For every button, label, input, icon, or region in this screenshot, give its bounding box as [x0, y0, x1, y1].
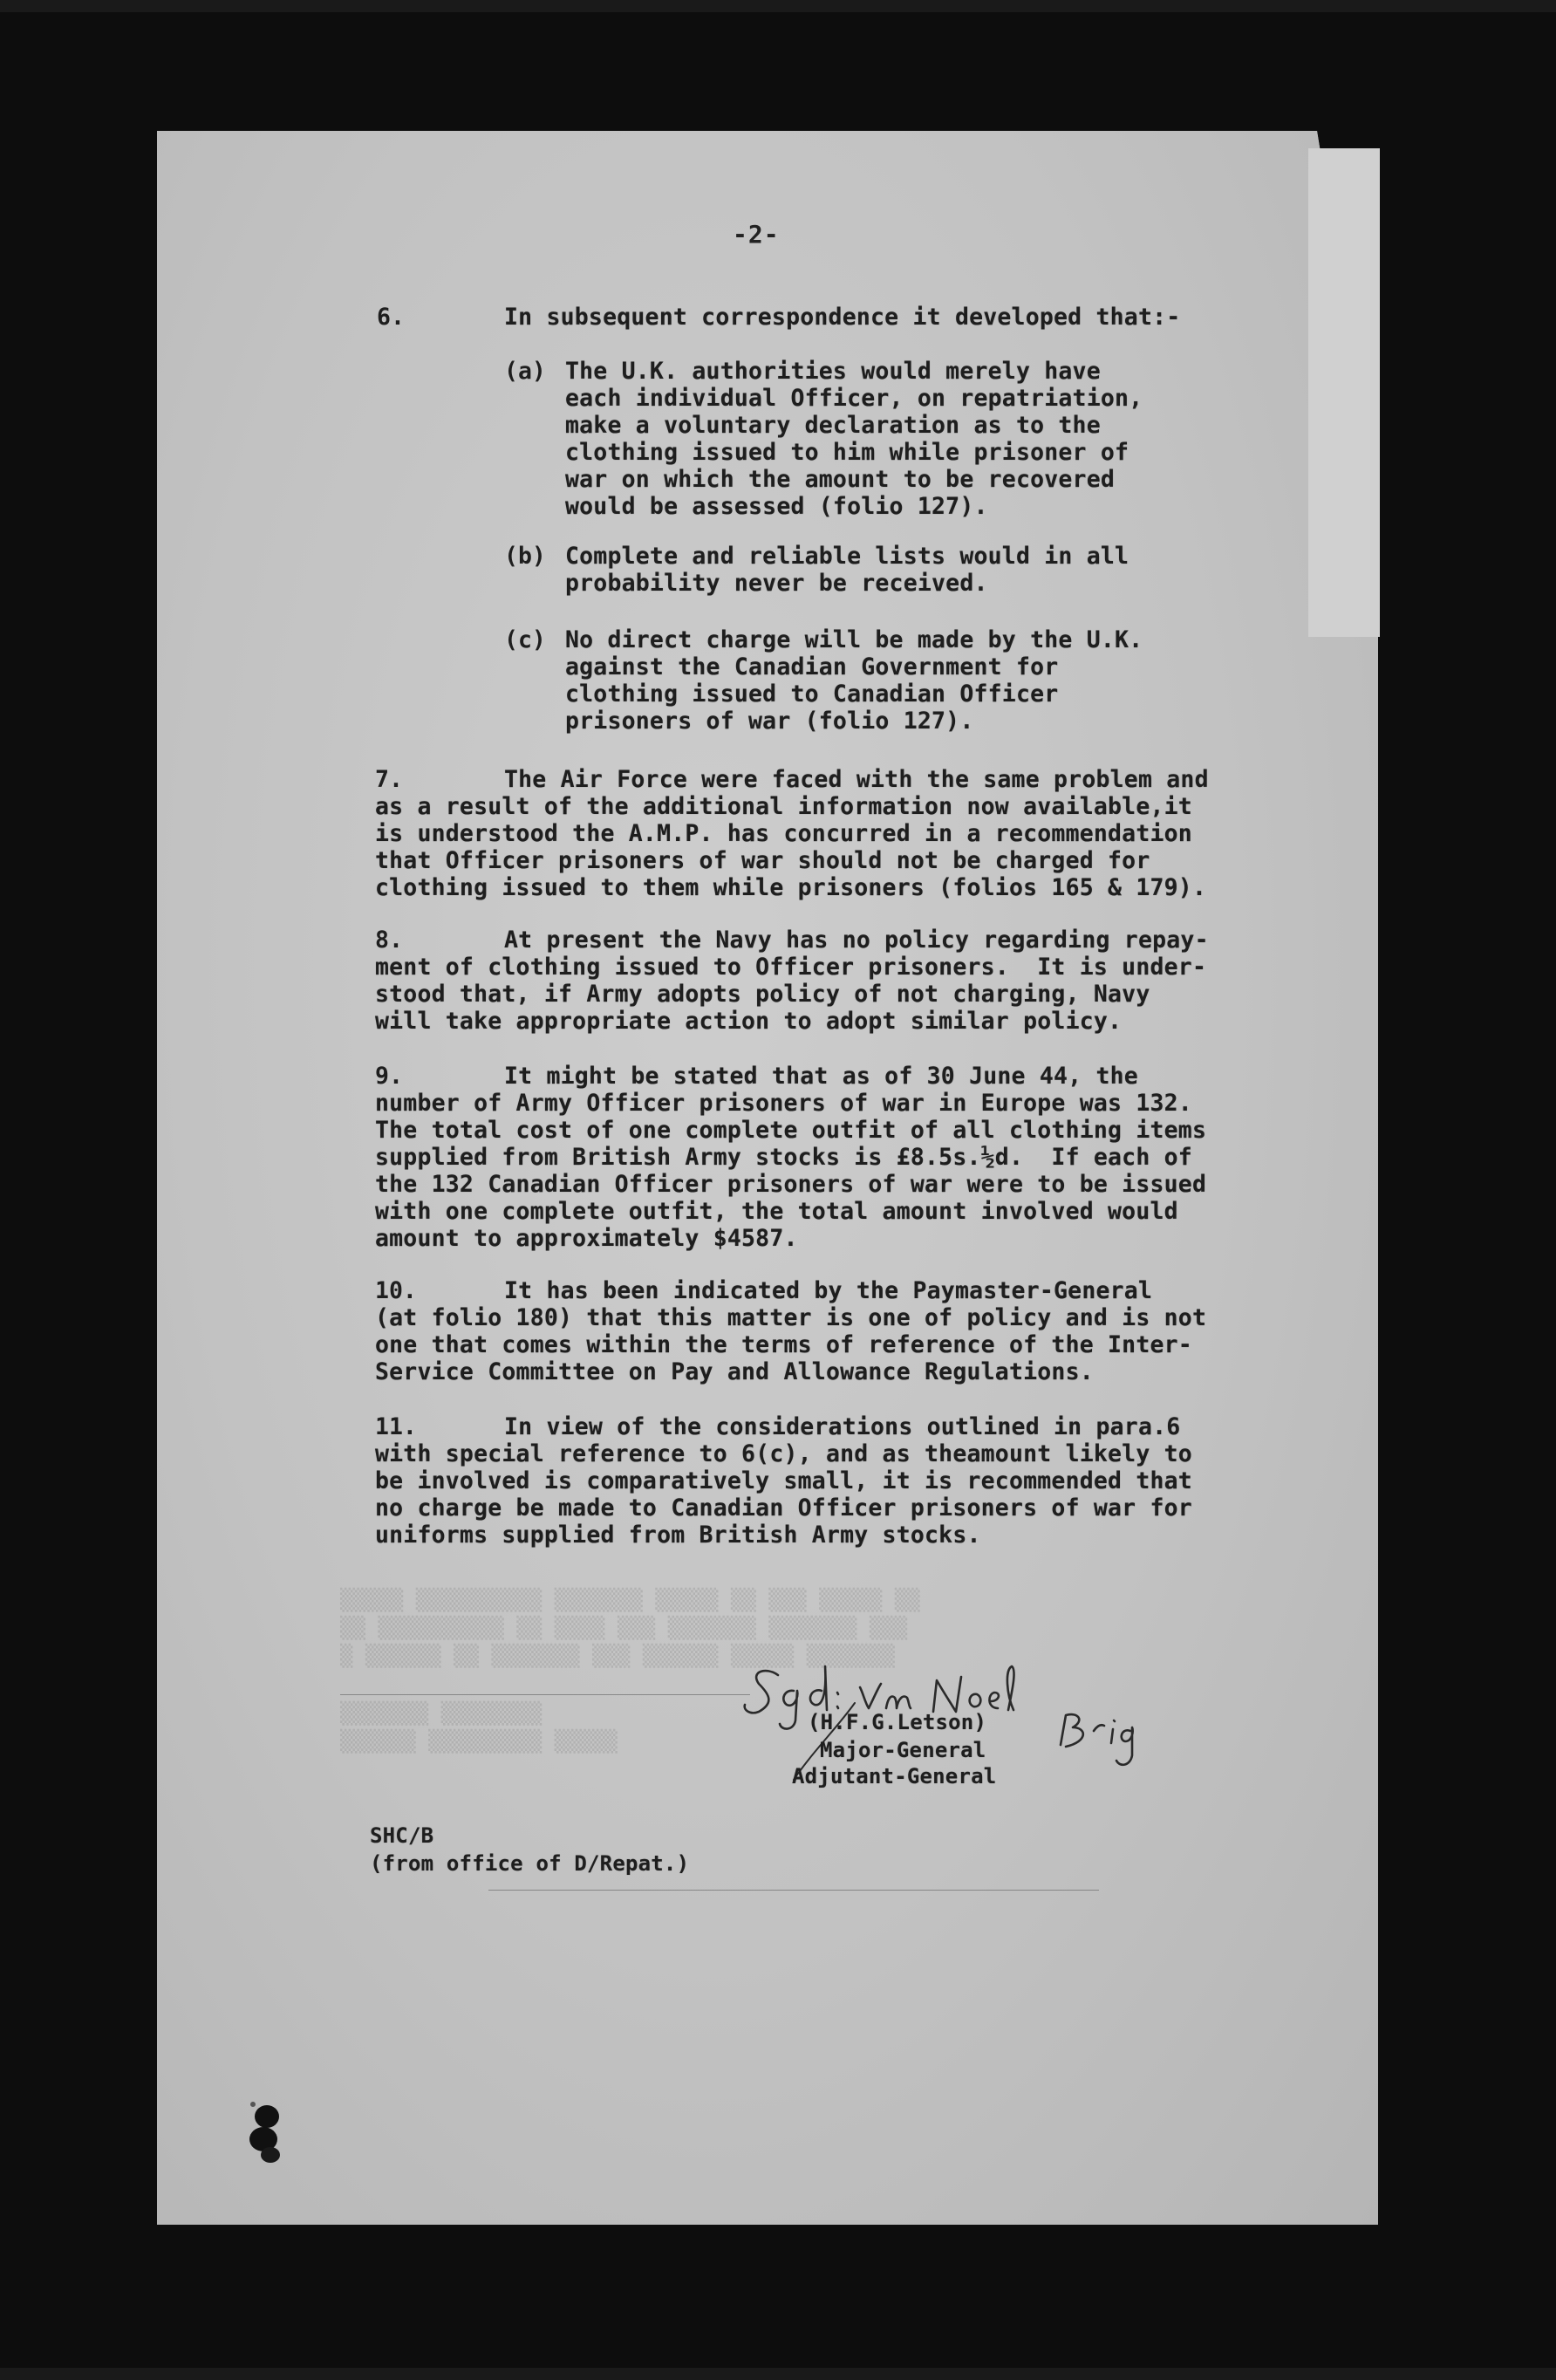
reference-code: SHC/B: [370, 1823, 434, 1848]
paragraph-line: as a result of the additional information now available,it: [375, 793, 1192, 820]
paragraph-number: 6.: [377, 304, 405, 331]
ink-blot: [241, 2097, 293, 2176]
sub-item-line: The U.K. authorities would merely have: [565, 358, 1101, 385]
paragraph-line: with one complete outfit, the total amount involved would: [375, 1198, 1178, 1225]
paragraph-line: with special reference to 6(c), and as theamount likely to: [375, 1440, 1192, 1467]
paragraph-line: clothing issued to them while prisoners (folios 165 & 179).: [375, 874, 1207, 901]
paragraph-line: number of Army Officer prisoners of war in Europe was 132.: [375, 1090, 1192, 1117]
sub-item-label: (a): [504, 358, 546, 385]
signatory-title: Adjutant-General: [792, 1764, 997, 1788]
sub-item-line: prisoners of war (folio 127).: [565, 708, 974, 735]
paragraph-number: 10.: [375, 1277, 417, 1304]
paragraph-line: is understood the A.M.P. has concurred in a recommendation: [375, 820, 1192, 847]
paragraph-line: be involved is comparatively small, it is recommended that: [375, 1467, 1192, 1494]
paragraph-number: 11.: [375, 1413, 417, 1440]
sub-item-line: make a voluntary declaration as to the: [565, 412, 1101, 439]
sub-item-line: Complete and reliable lists would in all: [565, 543, 1129, 570]
sub-item-line: clothing issued to Canadian Officer: [565, 680, 1059, 708]
paragraph-line: (at folio 180) that this matter is one of policy and is not: [375, 1304, 1207, 1331]
bleed-through-text: ▒▒▒▒▒ ▒▒▒▒▒▒▒▒▒▒ ▒▒▒▒▒▒▒ ▒▒▒▒▒ ▒▒ ▒▒▒ ▒▒▒▒▒ ▒▒: [340, 1588, 920, 1612]
faint-rule: [340, 1694, 750, 1695]
sub-item-line: clothing issued to him while prisoner of: [565, 439, 1129, 466]
bleed-through-text: ▒ ▒▒▒▒▒▒ ▒▒ ▒▒▒▒▒▒▒ ▒▒▒ ▒▒▒▒▒▒ ▒▒▒▒▒ ▒▒▒▒▒▒▒: [340, 1644, 895, 1668]
paragraph-line: It has been indicated by the Paymaster-General: [504, 1277, 1153, 1304]
paragraph-line: At present the Navy has no policy regarding repay-: [504, 927, 1209, 954]
paragraph-line: The Air Force were faced with the same problem and: [504, 766, 1209, 793]
paragraph-line: It might be stated that as of 30 June 44, the: [504, 1063, 1138, 1090]
sub-item-line: would be assessed (folio 127).: [565, 493, 988, 520]
paragraph-line: one that comes within the terms of reference of the Inter-: [375, 1331, 1192, 1358]
paragraph-line: In subsequent correspondence it developed that:-: [504, 304, 1181, 331]
paragraph-line: that Officer prisoners of war should not be charged for: [375, 847, 1150, 874]
paragraph-line: amount to approximately $4587.: [375, 1225, 798, 1252]
paragraph-line: Service Committee on Pay and Allowance Regulations.: [375, 1358, 1094, 1385]
paragraph-number: 7.: [375, 766, 403, 793]
paragraph-line: supplied from British Army stocks is £8.5s.½d. If each of: [375, 1144, 1192, 1171]
paragraph-line: In view of the considerations outlined in para.6: [504, 1413, 1181, 1440]
signatory-name: (H.F.G.Letson): [808, 1710, 987, 1734]
film-edge-bottom: [0, 2368, 1556, 2380]
page-number: -2-: [733, 220, 780, 249]
sub-item-line: probability never be received.: [565, 570, 988, 597]
film-edge-top: [0, 0, 1556, 12]
paragraph-line: the 132 Canadian Officer prisoners of war were to be issued: [375, 1171, 1207, 1198]
sub-item-line: war on which the amount to be recovered: [565, 466, 1116, 493]
paragraph-line: The total cost of one complete outfit of all clothing items: [375, 1117, 1207, 1144]
sub-item-line: No direct charge will be made by the U.K.: [565, 626, 1143, 653]
document-sheet-flap: [1308, 148, 1380, 637]
paragraph-line: will take appropriate action to adopt similar policy.: [375, 1008, 1123, 1035]
paragraph-number: 9.: [375, 1063, 403, 1090]
paragraph-line: uniforms supplied from British Army stocks.: [375, 1522, 981, 1549]
faint-rule: [488, 1890, 1099, 1891]
reference-note: (from office of D/Repat.): [370, 1851, 690, 1876]
paragraph-line: ment of clothing issued to Officer prisoners. It is under-: [375, 954, 1207, 981]
paragraph-number: 8.: [375, 927, 403, 954]
signatory-rank: Major-General: [820, 1738, 986, 1762]
paragraph-line: stood that, if Army adopts policy of not charging, Navy: [375, 981, 1150, 1008]
sub-item-line: against the Canadian Government for: [565, 653, 1059, 680]
sub-item-line: each individual Officer, on repatriation,: [565, 385, 1143, 412]
sub-item-label: (b): [504, 543, 546, 570]
paragraph-line: no charge be made to Canadian Officer prisoners of war for: [375, 1494, 1192, 1522]
bleed-through-text: ▒▒ ▒▒▒▒▒▒▒▒▒▒ ▒▒ ▒▒▒▒ ▒▒▒ ▒▒▒▒▒▒▒ ▒▒▒▒▒▒▒ ▒▒▒: [340, 1616, 908, 1640]
sub-item-label: (c): [504, 626, 546, 653]
bleed-through-text: ▒▒▒▒▒▒ ▒▒▒▒▒▒▒▒▒ ▒▒▒▒▒: [340, 1729, 618, 1754]
bleed-through-text: ▒▒▒▒▒▒▒ ▒▒▒▒▒▒▒▒: [340, 1701, 543, 1726]
